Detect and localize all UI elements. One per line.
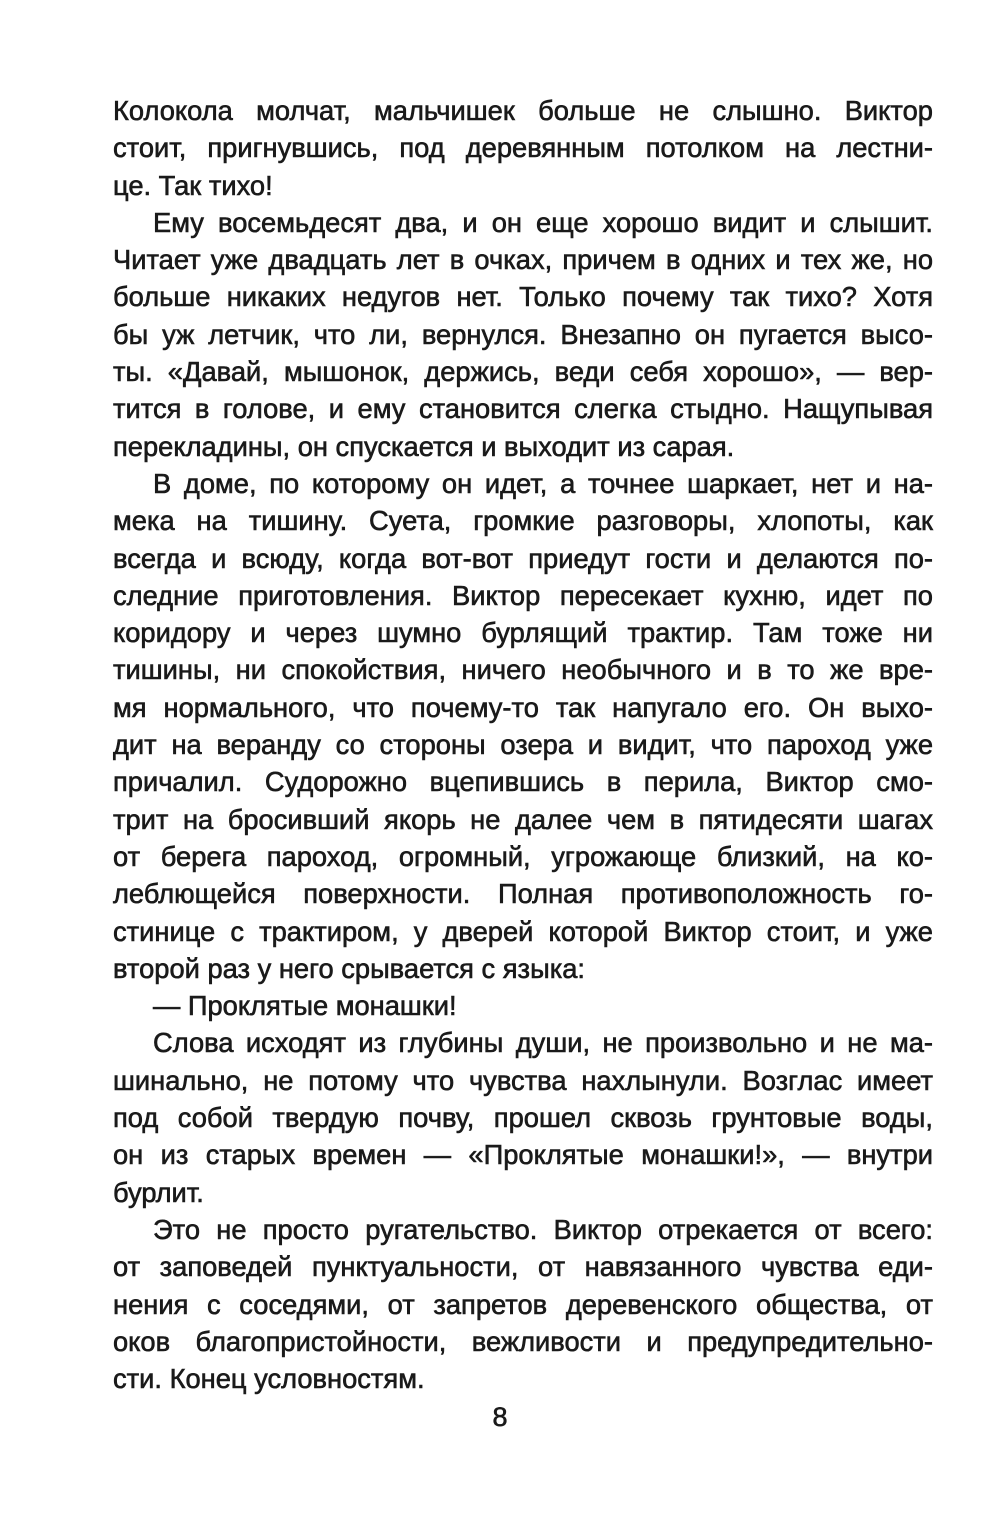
text-line: следние приготовления. Виктор пересекает кухню, идет по <box>113 579 933 611</box>
text-line: Колокола молчат, мальчишек больше не слышно. Виктор <box>113 95 933 126</box>
text-line: бы уж летчик, что ли, вернулся. Внезапно он пугается высо- <box>113 318 933 350</box>
text-line: тится в голове, и ему становится слегка стыдно. Нащупывая <box>113 393 933 425</box>
text-line: перекладины, он спускается и выходит из сарая. <box>113 430 735 462</box>
page-number: 8 <box>492 1402 508 1432</box>
text-line: бурлит. <box>113 1176 204 1208</box>
text-line: стоит, пригнувшись, под деревянным потолком на лестни- <box>113 132 933 164</box>
text-line: тишины, ни спокойствия, ничего необычного и в то же вре- <box>113 654 933 686</box>
text-line: — Проклятые монашки! <box>153 990 457 1022</box>
text-line: оков благопристойности, вежливости и предупредительно- <box>113 1325 933 1357</box>
text-line: мя нормального, что почему-то так напугало его. Он выхо- <box>113 691 933 723</box>
text-line: причалил. Судорожно вцепившись в перила, Виктор смо- <box>113 766 933 798</box>
text-line: це. Так тихо! <box>113 169 273 201</box>
text-line: шинально, не потому что чувства нахлынули. Возглас имеет <box>113 1064 933 1096</box>
text-line: Это не просто ругательство. Виктор отрекается от всего: <box>153 1213 933 1245</box>
text-line: стинице с трактиром, у дверей которой Виктор стоит, и уже <box>113 915 933 947</box>
text-line: леблющейся поверхности. Полная противоположность го- <box>113 878 933 910</box>
text-line: второй раз у него срывается с языка: <box>113 952 586 984</box>
text-line: трит на бросивший якорь не далее чем в пятидесяти шагах <box>113 803 933 835</box>
text-line: дит на веранду со стороны озера и видит, что пароход уже <box>113 729 933 761</box>
text-line: ты. «Давай, мышонок, держись, веди себя хорошо», — вер- <box>113 356 933 388</box>
text-line: Слова исходят из глубины души, не произвольно и не ма- <box>153 1027 933 1059</box>
text-line: мека на тишину. Суета, громкие разговоры, хлопоты, как <box>113 505 933 537</box>
text-line: от берега пароход, огромный, угрожающе близкий, на ко- <box>113 840 933 872</box>
text-line: В доме, по которому он идет, а точнее шаркает, нет и на- <box>153 467 933 499</box>
text-line: сти. Конец условностям. <box>113 1363 425 1395</box>
text-line: от заповедей пунктуальности, от навязанного чувства еди- <box>113 1251 933 1283</box>
text-line: Читает уже двадцать лет в очках, причем в одних и тех же, но <box>113 244 933 276</box>
text-line: больше никаких недугов нет. Только почему так тихо? Хотя <box>113 281 933 313</box>
book-page-text <box>113 92 933 1397</box>
text-line: он из старых времен — «Проклятые монашки!», — внутри <box>113 1139 933 1171</box>
text-line: под собой твердую почву, прошел сквозь грунтовые воды, <box>113 1102 933 1134</box>
text-line: коридору и через шумно бурлящий трактир. Там тоже ни <box>113 617 933 649</box>
text-line: Ему восемьдесят два, и он еще хорошо видит и слышит. <box>153 206 933 238</box>
text-line: всегда и всюду, когда вот-вот приедут гости и делаются по- <box>113 542 933 574</box>
text-line: нения с соседями, от запретов деревенского общества, от <box>113 1288 933 1320</box>
